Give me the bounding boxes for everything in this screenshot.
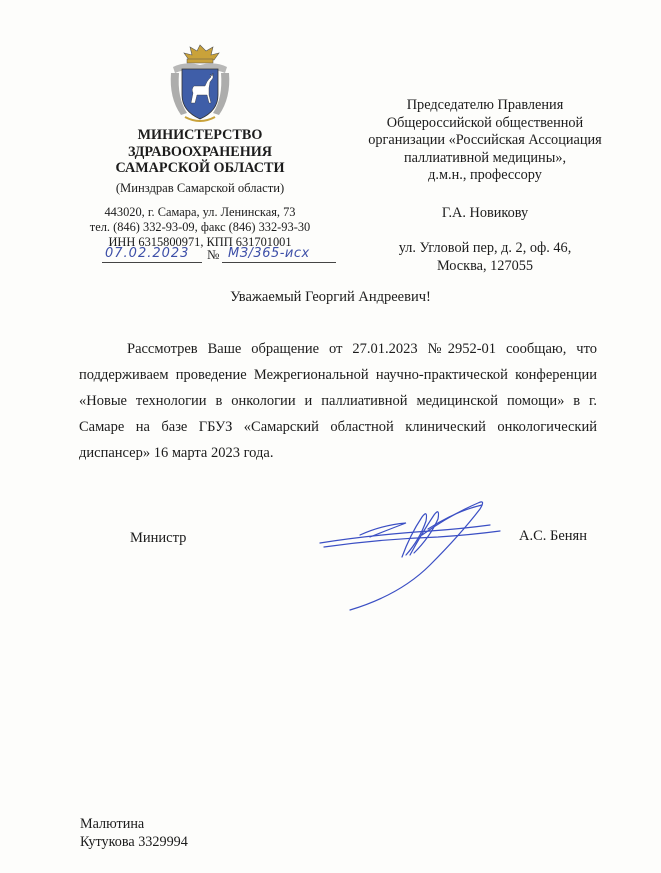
ministry-name	[70, 127, 330, 177]
executor-block	[80, 815, 188, 851]
ministry-inn-kpp: ИНН 6315800971, КПП 631701001	[108, 235, 292, 249]
addressee-name: Г.А. Новикову	[441, 205, 529, 221]
ministry-contacts	[70, 205, 330, 250]
addressee-city: Москва, 127055	[436, 257, 534, 274]
coat-of-arms-emblem	[167, 43, 233, 125]
addressee-line: Председателю Правления	[406, 97, 564, 113]
ministry-phone-fax: тел. (846) 332-93-09, факс (846) 332-93-30	[89, 220, 311, 234]
ministry-address: 443020, г. Самара, ул. Ленинская, 73	[104, 205, 296, 219]
addressee-line: организации «Российская Ассоциация	[368, 132, 602, 148]
handwritten-signature	[310, 495, 510, 615]
registration-number-label: №	[207, 247, 220, 262]
letter-body: Рассмотрев Ваше обращение от 27.01.2023 №2952-01 сообщаю, что поддерживаем проведение Межрегиональной научно-практической конференции «Новые технологии в онкологии и паллиативной медицинской помощи» в г. Самаре на базе ГБУЗ «Самарский областной клинический онкологический диспансер» 16 марта 2023 года.	[79, 341, 597, 461]
executor-contact: Кутукова 3329994	[80, 834, 188, 850]
addressee-line: паллиативной медицины»,	[403, 149, 567, 166]
addressee-block	[345, 97, 625, 185]
ministry-name-line: ЗДРАВООХРАНЕНИЯ	[127, 143, 273, 160]
registration-number: МЗ/365-исх	[228, 246, 310, 261]
addressee-street: ул. Угловой пер, д. 2, оф. 46,	[398, 240, 572, 256]
salutation: Уважаемый Георгий Андреевич!	[230, 289, 431, 305]
addressee-line: д.м.н., профессору	[428, 167, 542, 183]
executor-name: Малютина	[80, 816, 145, 832]
signatory-title: Министр	[130, 530, 187, 546]
ministry-name-line: САМАРСКОЙ ОБЛАСТИ	[115, 160, 285, 176]
addressee-address	[345, 240, 625, 275]
addressee-line: Общероссийской общественной	[386, 114, 584, 131]
registration-line	[102, 246, 342, 266]
ministry-name-line: МИНИСТЕРСТВО	[137, 127, 263, 143]
signatory-name: А.С. Бенян	[519, 528, 587, 544]
ministry-short-name: (Минздрав Самарской области)	[115, 181, 285, 195]
registration-date-underline	[102, 262, 202, 263]
registration-date: 07.02.2023	[105, 246, 190, 261]
registration-number-underline	[222, 262, 336, 263]
